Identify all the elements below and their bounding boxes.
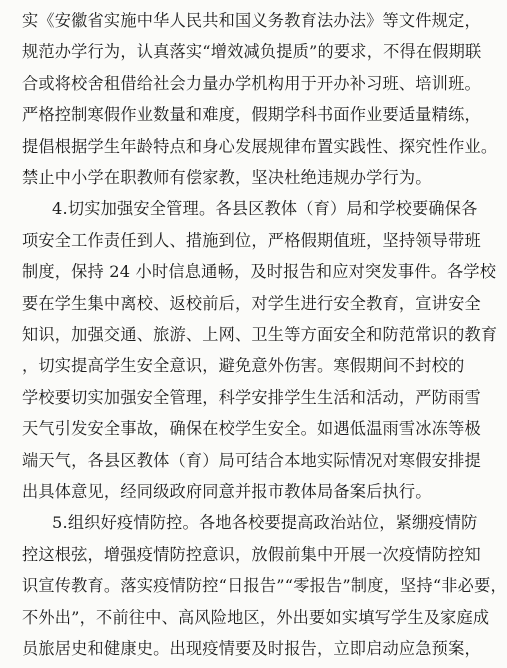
- text-line: 合或将校舍租借给社会力量办学机构用于开办补习班、培训班。: [22, 73, 481, 93]
- text-line: 禁止中小学在职教师有偿家教，坚决杜绝违规办学行为。: [22, 168, 432, 187]
- text-line: 4.切实加强安全管理。各县区教体（育）局和学校要确保各: [52, 199, 478, 219]
- text-line: 实《安徽省实施中华人民共和国义务教育法办法》等文件规定，: [22, 11, 481, 30]
- text-line: 要在学生集中离校、返校前后，对学生进行安全教育，宣讲安全: [22, 293, 481, 313]
- text-line: 出具体意见，经同级政府同意并报市教体局备案后执行。: [22, 482, 432, 501]
- text-line: 5.组织好疫情防控。各地各校要提高政治站位，紧绷疫情防: [52, 513, 478, 533]
- text-line: 天气引发安全事故，确保在校学生安全。如遇低温雨雪冰冻等极: [22, 419, 481, 439]
- text-line: 学校要切实加强安全管理，科学安排学生生活和活动，严防雨雪: [22, 387, 481, 407]
- text-line: 识宣传教育。落实疫情防控“日报告”“零报告”制度，坚持“非必要，: [22, 576, 507, 596]
- text-line: 严格控制寒假作业数量和难度，假期学科书面作业要适量精练，: [22, 105, 481, 125]
- text-line: 知识，加强交通、旅游、上网、卫生等方面安全和防范常识的教育: [22, 325, 498, 344]
- text-line: 规范办学行为，认真落实“增效减负提质”的要求，不得在假期联: [22, 42, 482, 62]
- text-line: 端天气，各县区教体（育）局可结合本地实际情况对寒假安排提: [22, 450, 481, 470]
- text-line: 员旅居史和健康史。出现疫情要及时报告，立即启动应急预案，: [22, 639, 481, 658]
- text-line: 控这根弦，增强疫情防控意识，放假前集中开展一次疫情防控知: [22, 544, 481, 564]
- text-line: 不外出”，不前往中、高风险地区，外出要如实填写学生及家庭成: [22, 607, 490, 627]
- text-line: 项安全工作责任到人、措施到位，严格假期值班，坚持领导带班: [22, 230, 481, 250]
- text-line: ，切实提高学生安全意识，避免意外伤害。寒假期间不封校的: [22, 356, 465, 376]
- text-line: 提倡根据学生年龄特点和身心发展规律布置实践性、探究性作业。: [22, 136, 498, 156]
- text-line: 制度，保持 24 小时信息通畅，及时报告和应对突发事件。各学校: [22, 262, 497, 282]
